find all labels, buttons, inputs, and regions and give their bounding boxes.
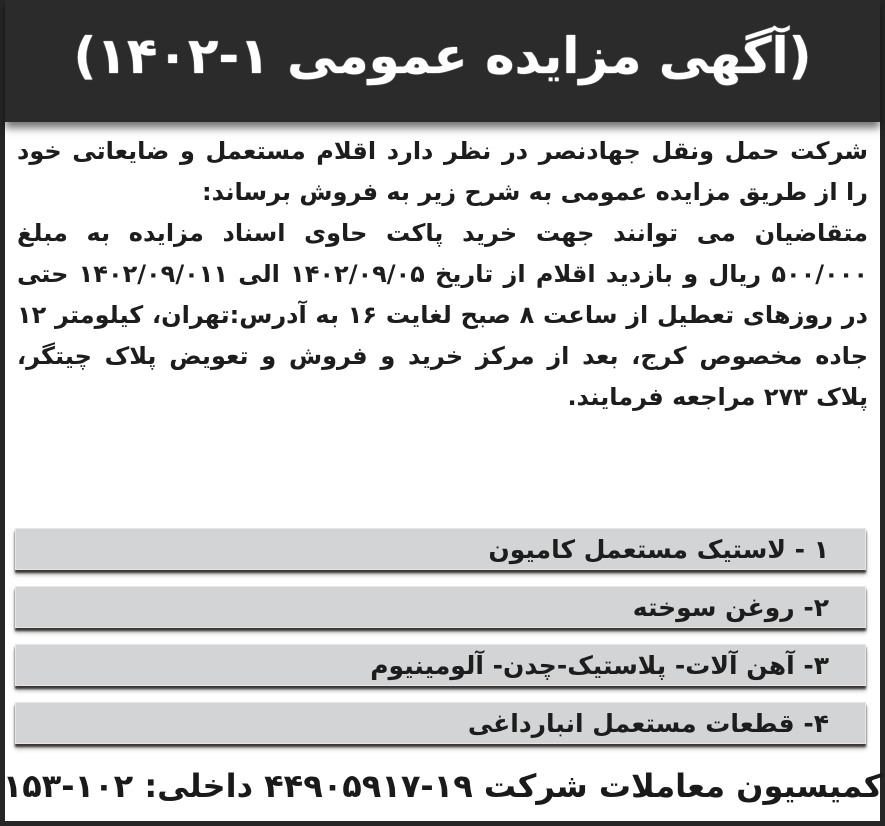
item-label: ۴- قطعات مستعمل انبارداغی bbox=[467, 708, 829, 738]
items-list bbox=[15, 528, 866, 760]
notice-header bbox=[5, 0, 880, 122]
auction-notice bbox=[2, 0, 883, 821]
item-label: ۱ - لاستیک مستعمل کامیون bbox=[488, 534, 829, 564]
notice-title: (آگهی مزایده عمومی ۱-۱۴۰۲) bbox=[73, 27, 812, 85]
list-item bbox=[15, 586, 866, 628]
contact-info: کمیسیون معاملات شرکت ۱۹-۴۴۹۰۵۹۱۷ داخلی: ۱۰۲-۱۵۳ bbox=[2, 767, 883, 805]
intro-paragraph: شرکت حمل ونقل جهادنصر در نظر دارد اقلام مستعمل و ضایعاتی خود را از طریق مزایده عمومی به شرح زیر به فروش برساند: bbox=[17, 137, 868, 206]
notice-body bbox=[17, 131, 868, 418]
details-paragraph: متقاضیان می توانند جهت خرید پاکت حاوی اسناد مزایده به مبلغ ۵۰۰/۰۰۰ ریال و بازدید اقلام از تاریخ ۱۴۰۲/۰۹/۰۵ الی ۱۴۰۲/۰۹/۰۱۱ حتی در روزهای تعطیل از ساعت ۸ صبح لغایت ۱۶ به آدرس:تهران، کیلومتر ۱۲ جاده مخصوص کرج، بعد از مرکز خرید و فروش و تعویض پلاک چیتگر، پلاک ۲۷۳ مراجعه فرمایند. bbox=[17, 219, 868, 411]
notice-footer bbox=[2, 758, 883, 814]
list-item bbox=[15, 702, 866, 744]
item-label: ۳- آهن آلات- پلاستیک-چدن- آلومینیوم bbox=[370, 650, 829, 680]
item-label: ۲- روغن سوخته bbox=[632, 592, 829, 622]
list-item bbox=[15, 528, 866, 570]
list-item bbox=[15, 644, 866, 686]
